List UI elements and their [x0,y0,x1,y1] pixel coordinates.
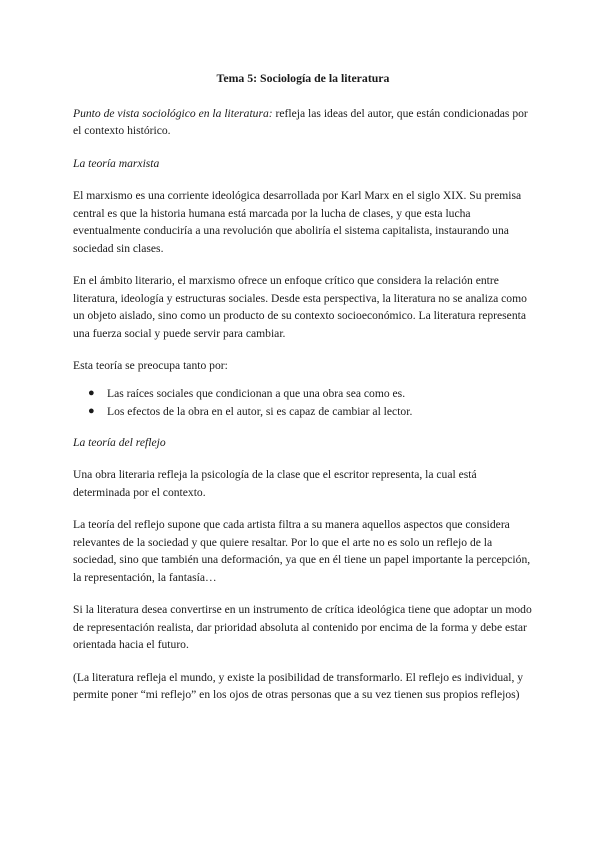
bullet-list [73,385,533,421]
paragraph-reflejo-2: La teoría del reflejo supone que cada artista filtra a su manera aquellos aspectos que considera relevantes de la sociedad y que quiere resaltar. Por lo que el arte no es solo un reflejo de la sociedad, sino que también una deformación, ya que en él tiene un papel importante la percepción, la representación, la fantasía… [73,518,531,584]
paragraph-marxismo-2: En el ámbito literario, el marxismo ofrece un enfoque crítico que considera la relación entre literatura, ideología y estructuras sociales. Desde esta perspectiva, la literatura no se analiza como un objeto aislado, sino como un producto de su contexto socioeconómico. La literatura representa una fuerza social y puede servir para cambiar. [73,274,527,340]
bullet-icon: ● [88,405,95,417]
intro-paragraph [73,105,533,140]
document-body [73,70,533,719]
paragraph-reflejo-1: Una obra literaria refleja la psicología de la clase que el escritor representa, la cual está determinada por el contexto. [73,468,477,499]
list-item [73,385,533,403]
paragraph-reflejo-4: (La literatura refleja el mundo, y existe la posibilidad de transformarlo. El reflejo es individual, y permite poner “mi reflejo” en los ojos de otras personas que a su vez tienen sus propios reflejos) [73,670,524,701]
intro-text: refleja las ideas del autor, que están condicionadas por el contexto histórico. [73,106,528,137]
section-heading-marxista: La teoría marxista [73,156,160,170]
list-item [73,403,533,421]
page-title: Tema 5: Sociología de la literatura [216,71,390,85]
bullet-icon: ● [88,386,95,399]
intro-italic-lead: Punto de vista sociológico en la literatura: [73,106,273,120]
list-item-text: Los efectos de la obra en el autor, si es capaz de cambiar al lector. [107,405,413,418]
section-heading-reflejo: La teoría del reflejo [73,435,166,449]
paragraph-reflejo-3: Si la literatura desea convertirse en un instrumento de crítica ideológica tiene que adoptar un modo de representación realista, dar prioridad absoluta al contenido por encima de la forma y debe estar orientada hacia el futuro. [73,603,532,651]
list-item-text: Las raíces sociales que condicionan a que una obra sea como es. [107,386,406,400]
paragraph-marxismo-3: Esta teoría se preocupa tanto por: [73,359,228,372]
paragraph-marxismo-1: El marxismo es una corriente ideológica desarrollada por Karl Marx en el siglo XIX. Su premisa central es que la historia humana está marcada por la lucha de clases, y que esta lucha eventualmente conduciría a una revolución que aboliría el sistema capitalista, instaurando una sociedad sin clases. [73,189,522,255]
